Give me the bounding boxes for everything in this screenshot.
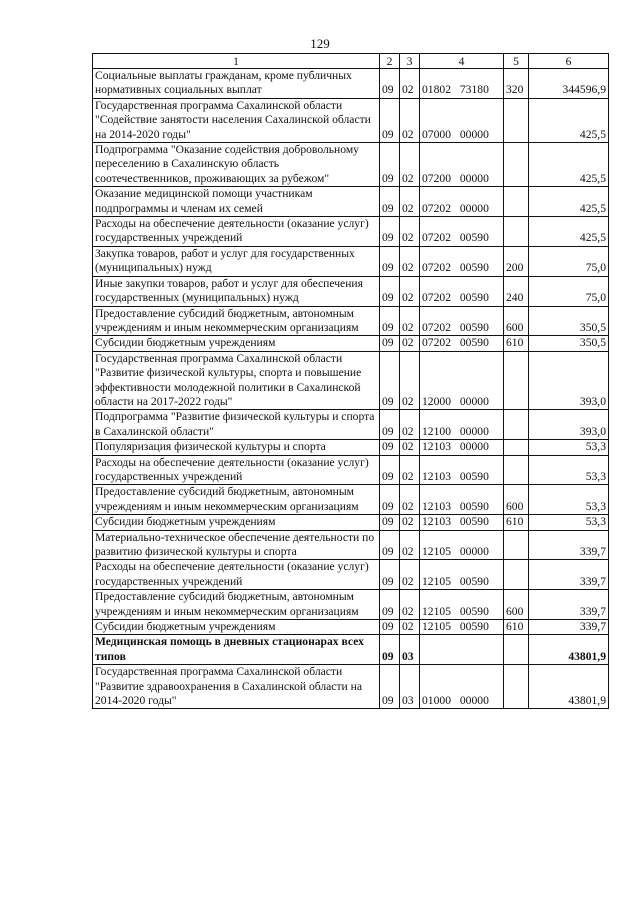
row-name: Медицинская помощь в дневных стационарах всех типов [93,635,380,665]
row-amount: 53,3 [529,485,609,515]
row-amount: 75,0 [529,276,609,306]
header-col-section: 2 [380,54,400,69]
row-name: Оказание медицинской помощи участникам подпрограммы и членам их семей [93,187,380,217]
header-col-amount: 6 [529,54,609,69]
row-section: 09 [380,560,400,590]
row-expense-type: 610 [504,620,529,635]
row-name: Материально-техническое обеспечение деятельности по развитию физической культуры и спорта [93,530,380,560]
row-expense-type [504,351,529,410]
row-section: 09 [380,665,400,709]
row-amount: 425,5 [529,143,609,187]
row-subsection: 02 [400,306,420,336]
row-name: Предоставление субсидий бюджетным, автономным учреждениям и иным некоммерческим организациям [93,485,380,515]
table-header-row [93,54,609,69]
row-target-article: 07000 00000 [420,98,504,142]
row-subsection: 02 [400,69,420,99]
row-expense-type [504,530,529,560]
row-amount: 339,7 [529,590,609,620]
table-row [93,187,609,217]
row-section: 09 [380,69,400,99]
row-name: Подпрограмма "Оказание содействия добровольному переселению в Сахалинскую область соотечественников, проживающих за рубежом" [93,143,380,187]
row-expense-type [504,455,529,485]
table-row [93,635,609,665]
row-expense-type: 600 [504,590,529,620]
row-subsection: 02 [400,276,420,306]
row-section: 09 [380,590,400,620]
page-number: 129 [310,36,330,51]
row-amount: 350,5 [529,336,609,351]
row-subsection: 02 [400,515,420,530]
row-target-article: 12100 00000 [420,410,504,440]
row-name: Предоставление субсидий бюджетным, автономным учреждениям и иным некоммерческим организациям [93,590,380,620]
table-row [93,276,609,306]
row-subsection: 02 [400,455,420,485]
row-amount: 344596,9 [529,69,609,99]
row-amount: 53,3 [529,455,609,485]
row-target-article: 07202 00590 [420,306,504,336]
row-target-article: 12105 00000 [420,530,504,560]
row-subsection: 02 [400,560,420,590]
row-target-article: 12103 00000 [420,440,504,455]
table-row [93,143,609,187]
row-name: Социальные выплаты гражданам, кроме публичных нормативных социальных выплат [93,69,380,99]
row-target-article: 07202 00590 [420,217,504,247]
row-name: Субсидии бюджетным учреждениям [93,620,380,635]
row-expense-type [504,665,529,709]
row-section: 09 [380,336,400,351]
row-section: 09 [380,276,400,306]
row-section: 09 [380,620,400,635]
row-subsection: 03 [400,635,420,665]
row-expense-type [504,560,529,590]
table-row [93,410,609,440]
row-amount: 43801,9 [529,665,609,709]
table-row [93,246,609,276]
row-expense-type: 240 [504,276,529,306]
table-row [93,351,609,410]
row-subsection: 02 [400,440,420,455]
row-amount: 53,3 [529,515,609,530]
row-expense-type [504,440,529,455]
row-amount: 425,5 [529,217,609,247]
row-section: 09 [380,485,400,515]
row-section: 09 [380,530,400,560]
table-row [93,560,609,590]
table-row [93,590,609,620]
row-section: 09 [380,635,400,665]
row-subsection: 02 [400,351,420,410]
row-expense-type [504,143,529,187]
row-amount: 425,5 [529,98,609,142]
row-section: 09 [380,98,400,142]
row-target-article: 12103 00590 [420,485,504,515]
row-section: 09 [380,410,400,440]
row-section: 09 [380,455,400,485]
row-target-article: 07202 00590 [420,246,504,276]
row-amount: 393,0 [529,351,609,410]
row-expense-type [504,217,529,247]
row-amount: 339,7 [529,530,609,560]
row-subsection: 02 [400,485,420,515]
table-row [93,440,609,455]
row-name: Субсидии бюджетным учреждениям [93,515,380,530]
row-amount: 339,7 [529,560,609,590]
table-row [93,306,609,336]
row-subsection: 02 [400,410,420,440]
row-expense-type [504,98,529,142]
table-row [93,336,609,351]
row-subsection: 02 [400,217,420,247]
table-row [93,217,609,247]
row-target-article: 07202 00590 [420,276,504,306]
row-subsection: 03 [400,665,420,709]
row-expense-type: 600 [504,485,529,515]
row-name: Субсидии бюджетным учреждениям [93,336,380,351]
row-subsection: 02 [400,620,420,635]
row-name: Государственная программа Сахалинской области "Развитие здравоохранения в Сахалинской области на 2014-2020 годы" [93,665,380,709]
row-expense-type: 610 [504,515,529,530]
row-amount: 43801,9 [529,635,609,665]
row-section: 09 [380,440,400,455]
row-name: Иные закупки товаров, работ и услуг для обеспечения государственных (муниципальных) нужд [93,276,380,306]
row-name: Расходы на обеспечение деятельности (оказание услуг) государственных учреждений [93,217,380,247]
row-expense-type: 320 [504,69,529,99]
row-subsection: 02 [400,98,420,142]
row-section: 09 [380,143,400,187]
row-target-article: 07200 00000 [420,143,504,187]
row-subsection: 02 [400,336,420,351]
header-col-subsection: 3 [400,54,420,69]
row-target-article: 12105 00590 [420,590,504,620]
row-name: Популяризация физической культуры и спорта [93,440,380,455]
row-expense-type: 200 [504,246,529,276]
row-target-article: 01000 00000 [420,665,504,709]
row-name: Подпрограмма "Развитие физической культуры и спорта в Сахалинской области" [93,410,380,440]
row-target-article: 01802 73180 [420,69,504,99]
row-name: Закупка товаров, работ и услуг для государственных (муниципальных) нужд [93,246,380,276]
table-row [93,455,609,485]
row-subsection: 02 [400,246,420,276]
row-subsection: 02 [400,590,420,620]
row-amount: 339,7 [529,620,609,635]
row-target-article: 12105 00590 [420,620,504,635]
budget-table [92,53,609,709]
row-expense-type: 600 [504,306,529,336]
row-section: 09 [380,306,400,336]
row-expense-type [504,187,529,217]
row-name: Государственная программа Сахалинской области "Развитие физической культуры, спорта и повышение эффективности молодежной политики в Сахалинской области на 2017-2022 годы" [93,351,380,410]
header-col-target-article: 4 [420,54,504,69]
table-row [93,485,609,515]
row-amount: 53,3 [529,440,609,455]
table-row [93,69,609,99]
row-expense-type [504,635,529,665]
row-target-article: 12000 00000 [420,351,504,410]
row-section: 09 [380,515,400,530]
table-row [93,98,609,142]
row-target-article: 07202 00590 [420,336,504,351]
row-subsection: 02 [400,143,420,187]
row-section: 09 [380,351,400,410]
row-target-article: 12103 00590 [420,455,504,485]
row-name: Государственная программа Сахалинской области "Содействие занятости населения Сахалинской области на 2014-2020 годы" [93,98,380,142]
row-target-article: 07202 00000 [420,187,504,217]
table-row [93,530,609,560]
row-name: Расходы на обеспечение деятельности (оказание услуг) государственных учреждений [93,560,380,590]
row-section: 09 [380,187,400,217]
row-amount: 350,5 [529,306,609,336]
row-name: Предоставление субсидий бюджетным, автономным учреждениям и иным некоммерческим организациям [93,306,380,336]
row-amount: 425,5 [529,187,609,217]
row-section: 09 [380,217,400,247]
row-amount: 75,0 [529,246,609,276]
row-subsection: 02 [400,187,420,217]
table-row [93,620,609,635]
table-row [93,665,609,709]
row-amount: 393,0 [529,410,609,440]
row-expense-type: 610 [504,336,529,351]
row-expense-type [504,410,529,440]
row-section: 09 [380,246,400,276]
table-row [93,515,609,530]
row-target-article: 12103 00590 [420,515,504,530]
row-name: Расходы на обеспечение деятельности (оказание услуг) государственных учреждений [93,455,380,485]
row-target-article: 12105 00590 [420,560,504,590]
header-col-expense-type: 5 [504,54,529,69]
header-col-name: 1 [93,54,380,69]
row-subsection: 02 [400,530,420,560]
row-target-article [420,635,504,665]
